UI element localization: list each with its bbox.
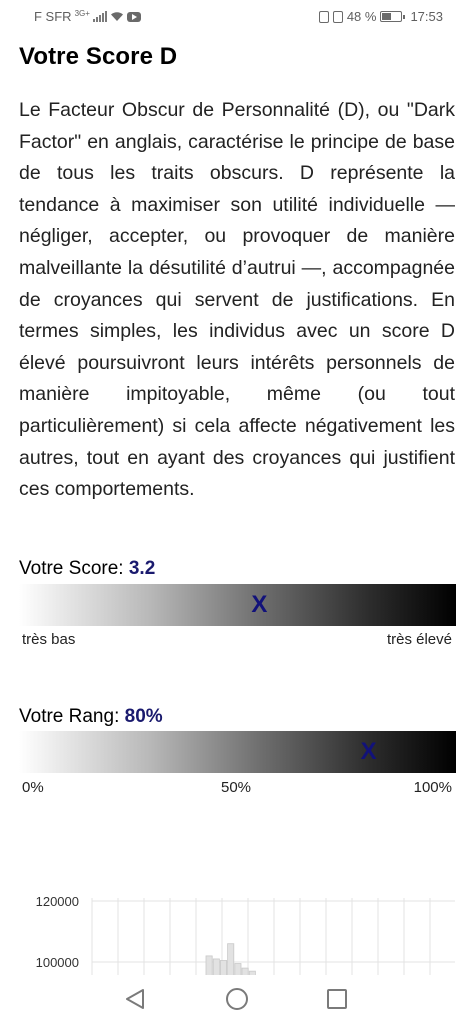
navigation-bar <box>0 975 473 1024</box>
recents-button[interactable] <box>328 990 346 1008</box>
rank-gradient-bar <box>19 731 456 773</box>
rank-tick-mid: 50% <box>221 779 252 796</box>
rank-marker: X <box>360 738 377 765</box>
rank-tick-max: 100% <box>413 779 452 796</box>
clock: 17:53 <box>410 9 443 24</box>
battery-percent: 48 % <box>346 9 377 24</box>
back-button[interactable] <box>127 990 143 1008</box>
rank-value: 80% <box>124 706 163 727</box>
battery-icon <box>380 11 402 22</box>
network-type: 3G+ <box>74 9 90 18</box>
home-icon <box>227 989 247 1009</box>
wifi-icon <box>110 11 124 22</box>
status-bar <box>0 0 473 32</box>
status-right <box>319 9 443 24</box>
recents-icon <box>328 990 346 1008</box>
nfc-icon <box>319 11 329 23</box>
page-title: Votre Score D <box>19 43 178 70</box>
score-gradient-bar <box>19 584 456 626</box>
score-low-label: très bas <box>22 631 76 648</box>
distribution-chart <box>0 890 473 980</box>
score-value: 3.2 <box>128 558 156 579</box>
signal-icon <box>93 11 107 22</box>
vibrate-icon <box>333 11 343 23</box>
carrier-label: F SFR <box>34 9 72 24</box>
rank-label <box>19 706 163 728</box>
score-marker: X <box>251 591 268 618</box>
rank-label-text: Votre Rang: <box>19 706 125 727</box>
y-tick-label: 120000 <box>35 894 79 909</box>
score-label-text: Votre Score: <box>19 558 129 579</box>
y-tick-label: 100000 <box>35 955 79 970</box>
home-button[interactable] <box>227 989 247 1009</box>
description-text: Le Facteur Obscur de Personnalité (D), ou "Dark Factor" en anglais, caractérise le principe de base de tous les traits obscurs. D représente la tendance à maximiser son utilité individuelle — négliger, accepter, ou provoquer de manière malveillante la désutilité d’autrui —, accompagnée de croyances qui servent de justifications. En termes simples, les individus avec un score D élevé poursuivront leurs intérêts personnels de manière impitoyable, même (ou tout particulièrement) si cela affecte négativement les autres, tout en ayant des croyances qui justifient ces comportements. <box>19 99 455 501</box>
youtube-icon <box>127 12 141 22</box>
status-left <box>34 9 141 24</box>
back-icon <box>127 990 143 1008</box>
score-high-label: très élevé <box>386 631 452 648</box>
score-label <box>19 558 155 580</box>
rank-tick-min: 0% <box>22 779 44 796</box>
